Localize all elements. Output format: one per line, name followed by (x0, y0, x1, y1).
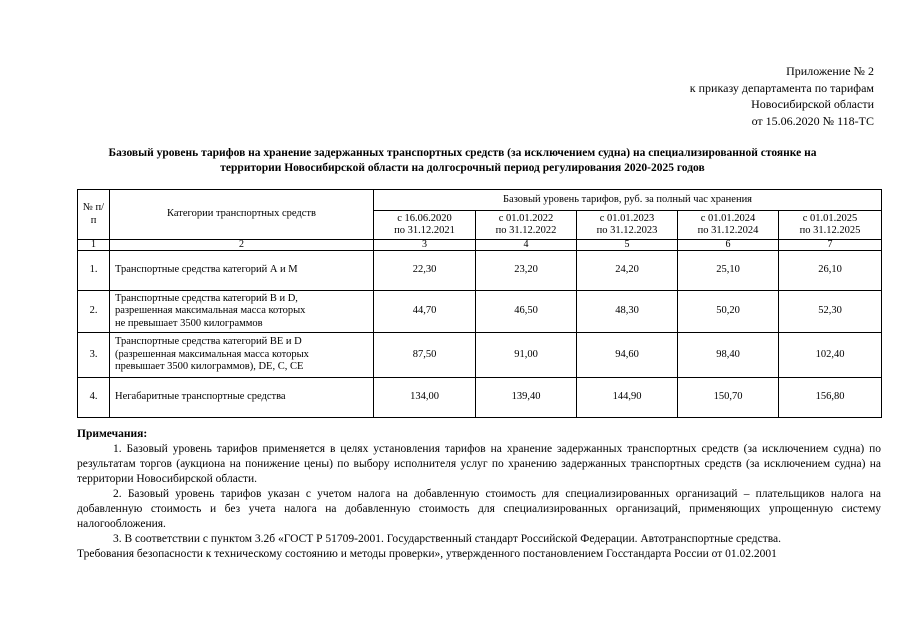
row-value: 50,20 (678, 291, 779, 333)
row-value: 91,00 (476, 333, 577, 378)
table-row (78, 251, 882, 291)
notes-title: Примечания: (77, 428, 148, 440)
column-number: 2 (110, 240, 374, 251)
row-category: Негабаритные транспортные средства (110, 378, 374, 418)
title-line: территории Новосибирской области на долгосрочный период регулирования 2020-2025 годов (220, 162, 705, 174)
row-value: 23,20 (476, 251, 577, 291)
row-value: 134,00 (374, 378, 476, 418)
appendix-line: от 15.06.2020 № 118-ТС (751, 113, 874, 128)
row-num: 4. (78, 378, 110, 418)
header-num: № п/п (78, 190, 110, 240)
row-value: 46,50 (476, 291, 577, 333)
title-line: Базовый уровень тарифов на хранение задержанных транспортных средств (за исключением судна) на специализированной стоянке на (108, 147, 817, 159)
row-category: Транспортные средства категорий BE и D (разрешенная максимальная масса которых превышает 3500 килограммов), DE, C, CE (110, 333, 374, 378)
note-line: 3. В соответствии с пунктом 3.2б «ГОСТ Р 51709-2001. Государственный стандарт Российской Федерации. Автотранспортные средства. (113, 533, 782, 545)
column-number: 7 (779, 240, 882, 251)
appendix-line: к приказу департамента по тарифам (689, 80, 874, 95)
row-value: 94,60 (577, 333, 678, 378)
column-number: 3 (374, 240, 476, 251)
header-tariff-group: Базовый уровень тарифов, руб. за полный час хранения (374, 190, 882, 211)
row-value: 44,70 (374, 291, 476, 333)
header-period: с 01.01.2023 по 31.12.2023 (577, 211, 678, 240)
row-value: 24,20 (577, 251, 678, 291)
row-category: Транспортные средства категорий B и D, разрешенная максимальная масса которых не превышает 3500 килограммов (110, 291, 374, 333)
table-row (78, 291, 882, 333)
table-row (78, 333, 882, 378)
column-numbers-row (78, 240, 882, 251)
header-period: с 01.01.2022 по 31.12.2022 (476, 211, 577, 240)
column-number: 6 (678, 240, 779, 251)
row-value: 52,30 (779, 291, 882, 333)
appendix-line: Новосибирской области (751, 97, 874, 111)
row-num: 3. (78, 333, 110, 378)
header-category: Категории транспортных средств (110, 190, 374, 240)
row-category: Транспортные средства категорий А и М (110, 251, 374, 291)
row-value: 48,30 (577, 291, 678, 333)
row-value: 26,10 (779, 251, 882, 291)
notes-section (77, 427, 881, 562)
row-num: 1. (78, 251, 110, 291)
row-value: 25,10 (678, 251, 779, 291)
header-period: с 01.01.2025 по 31.12.2025 (779, 211, 882, 240)
document-title (60, 146, 865, 176)
column-number: 1 (78, 240, 110, 251)
row-value: 144,90 (577, 378, 678, 418)
header-period: с 16.06.2020 по 31.12.2021 (374, 211, 476, 240)
row-value: 22,30 (374, 251, 476, 291)
row-num: 2. (78, 291, 110, 333)
appendix-line: Приложение № 2 (786, 64, 874, 78)
header-row (78, 190, 882, 211)
note-paragraph (77, 532, 881, 547)
tariffs-table (77, 189, 882, 418)
row-value: 87,50 (374, 333, 476, 378)
note-paragraph: 1. Базовый уровень тарифов применяется в целях установления тарифов на хранение задержанных транспортных средств (за исключением судна) по результатам торгов (аукциона на понижение цены) по выбору исполнителя услуг по хранению задержанных транспортных средств (за исключением судна) на территории Новосибирской области. (77, 443, 881, 485)
table-row (78, 378, 882, 418)
appendix-header (690, 63, 874, 129)
row-value: 139,40 (476, 378, 577, 418)
header-period: с 01.01.2024 по 31.12.2024 (678, 211, 779, 240)
row-value: 102,40 (779, 333, 882, 378)
row-value: 156,80 (779, 378, 882, 418)
note-line: Требования безопасности к техническому состоянию и методы проверки», утвержденного постановлением Госстандарта России от 01.02.2001 (77, 548, 777, 560)
note-paragraph: 2. Базовый уровень тарифов указан с учетом налога на добавленную стоимость для специализированных организаций – плательщиков налога на добавленную стоимость и без учета налога на добавленную стоимость для специализированных организаций, применяющих упрощенную систему налогообложения. (77, 488, 881, 530)
column-number: 4 (476, 240, 577, 251)
row-value: 150,70 (678, 378, 779, 418)
column-number: 5 (577, 240, 678, 251)
row-value: 98,40 (678, 333, 779, 378)
